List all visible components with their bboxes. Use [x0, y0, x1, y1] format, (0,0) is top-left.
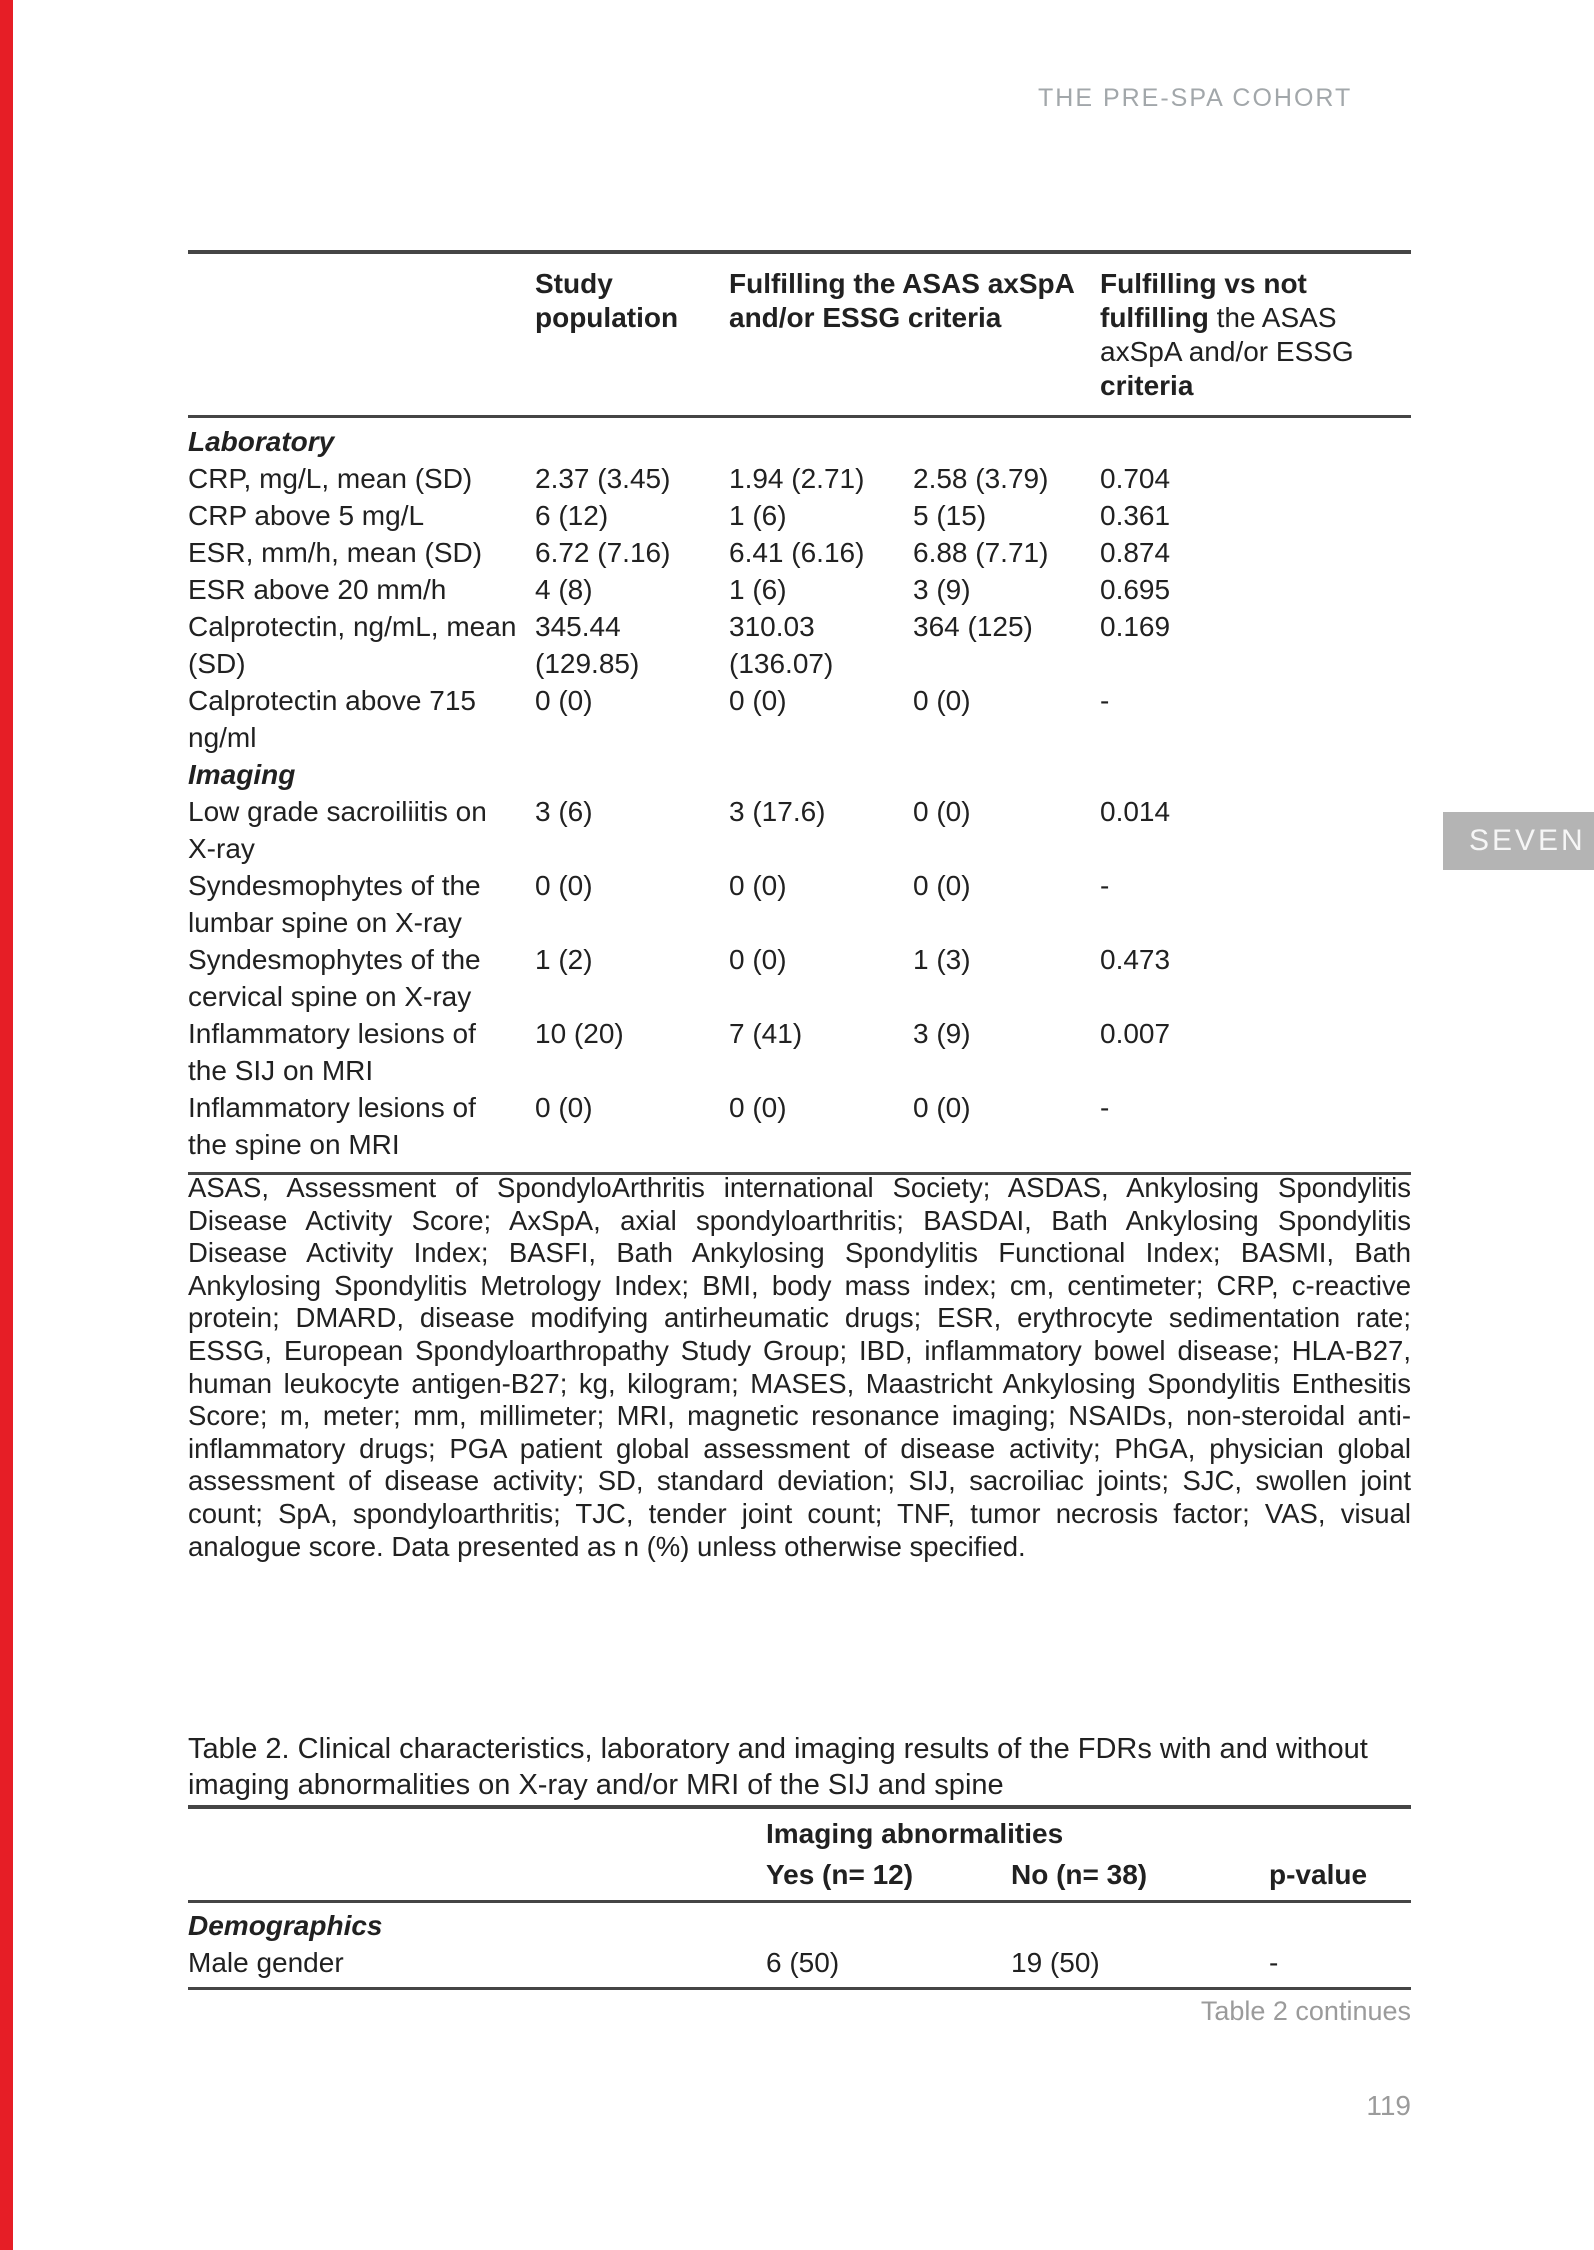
table2-caption: Table 2. Clinical characteristics, laboratory and imaging results of the FDRs with and without imaging abnormalities on X-ray and/or MRI of the SIJ and spine	[188, 1733, 1368, 1801]
cell-asas: 6.41 (6.16)	[729, 537, 865, 568]
cell-study: 10 (20)	[535, 1018, 624, 1049]
row-label: Inflammatory lesions of the SIJ on MRI	[188, 1018, 476, 1086]
table2-colhead-no: No (n= 38)	[1011, 1859, 1148, 1890]
cell-pvalue: 0.007	[1100, 1018, 1171, 1049]
cell-study: 2.37 (3.45)	[535, 463, 671, 494]
header-regular-part: the ASAS axSpA and/or ESSG	[1100, 302, 1354, 367]
row-label: Syndesmophytes of the cervical spine on X-ray	[188, 944, 481, 1012]
abbreviations-footnote: ASAS, Assessment of SpondyloArthritis international Society; ASDAS, Ankylosing Spondylitis Disease Activity Score; AxSpA, axial spondyloarthritis; BASDAI, Bath Ankylosing Spondylitis Disease Activity Index; BASFI, Bath Ankylosing Spondylitis Functional Index; BASMI, Bath Ankylosing Spondylitis Metrology Index; BMI, body mass index; cm, centimeter; CRP, c-reactive protein; DMARD, disease modifying antirheumatic drugs; ESR, erythrocyte sedimentation rate; ESSG, European Spondyloarthropathy Study Group; IBD, inflammatory bowel disease; HLA-B27, human leukocyte antigen-B27; kg, kilogram; MASES, Maastricht Ankylosing Spondylitis Enthesitis Score; m, meter; mm, millimeter; MRI, magnetic resonance imaging; NSAIDs, non-steroidal anti-inflammatory drugs; PGA patient global assessment of disease activity; PhGA, physician global assessment of disease activity; SD, standard deviation; SIJ, sacroiliac joints; SJC, swollen joint count; SpA, spondyloarthritis; TJC, tender joint count; TNF, tumor necrosis factor; VAS, visual analogue score. Data presented as n (%) unless otherwise specified.	[188, 1172, 1411, 1562]
cell-non-asas: 0 (0)	[913, 796, 971, 827]
cell-pvalue: -	[1100, 1092, 1110, 1123]
section-title-laboratory: Laboratory	[188, 426, 335, 457]
page-number: 119	[1366, 2090, 1411, 2121]
header-bold-part2: criteria	[1100, 370, 1194, 401]
row-label: Low grade sacroiliitis on X-ray	[188, 796, 487, 864]
cell-pvalue: 0.361	[1100, 500, 1171, 531]
table1	[188, 250, 1411, 1175]
table2-data-row	[188, 1944, 1411, 1987]
cell-pvalue: 0.704	[1100, 463, 1171, 494]
table2-group-header: Imaging abnormalities	[766, 1818, 1064, 1849]
cell-study: 345.44 (129.85)	[535, 611, 640, 679]
cell-non-asas: 2.58 (3.79)	[913, 463, 1049, 494]
row-label: Calprotectin above 715 ng/ml	[188, 685, 476, 753]
cell-asas: 7 (41)	[729, 1018, 803, 1049]
cell-non-asas: 6.88 (7.71)	[913, 537, 1049, 568]
table2-header-empty	[188, 1815, 766, 1852]
cell-non-asas: 0 (0)	[913, 685, 971, 716]
table1-header-row	[188, 254, 1411, 415]
cell-asas: 0 (0)	[729, 944, 787, 975]
row-label: CRP above 5 mg/L	[188, 500, 425, 531]
table2-colhead-yes: Yes (n= 12)	[766, 1859, 914, 1890]
table1-header-fulfilling: Fulfilling the ASAS axSpA and/or ESSG criteria	[729, 268, 1074, 333]
cell-asas: 0 (0)	[729, 1092, 787, 1123]
header-bold-part1: Fulfilling vs not fulfilling	[1100, 268, 1307, 333]
cell-non-asas: 364 (125)	[913, 611, 1033, 642]
cell-study: 1 (2)	[535, 944, 593, 975]
cell-study: 3 (6)	[535, 796, 593, 827]
cell-non-asas: 1 (3)	[913, 944, 971, 975]
cell-asas: 3 (17.6)	[729, 796, 826, 827]
row-label: CRP, mg/L, mean (SD)	[188, 463, 473, 494]
cell-non-asas: 5 (15)	[913, 500, 987, 531]
table1-header-fulfilling-vs-not	[1100, 267, 1411, 403]
cell-asas: 0 (0)	[729, 870, 787, 901]
table1-header-study-population: Study population	[535, 268, 679, 333]
row-label: Male gender	[188, 1947, 344, 1978]
table2-header-empty2	[1269, 1815, 1411, 1852]
cell-study: 6.72 (7.16)	[535, 537, 671, 568]
cell-study: 0 (0)	[535, 1092, 593, 1123]
cell-pvalue: -	[1100, 870, 1110, 901]
cell-pvalue: 0.874	[1100, 537, 1171, 568]
cell-study: 4 (8)	[535, 574, 593, 605]
row-label: Calprotectin, ng/mL, mean (SD)	[188, 611, 517, 679]
cell-study: 0 (0)	[535, 685, 593, 716]
section-title-imaging: Imaging	[188, 759, 296, 790]
cell-pvalue: 0.473	[1100, 944, 1171, 975]
table2-colhead-empty	[188, 1856, 766, 1893]
cell-non-asas: 0 (0)	[913, 870, 971, 901]
cell-pvalue: 0.014	[1100, 796, 1171, 827]
cell-study: 6 (12)	[535, 500, 609, 531]
cell-yes: 6 (50)	[766, 1947, 840, 1978]
page-edge-accent-bar	[0, 0, 13, 2250]
cell-non-asas: 0 (0)	[913, 1092, 971, 1123]
section-title-demographics: Demographics	[188, 1910, 383, 1941]
table2-bottom-rule	[188, 1987, 1411, 1990]
table1-body	[188, 418, 1411, 1172]
table2-section-row	[188, 1903, 1411, 1944]
row-label: ESR, mm/h, mean (SD)	[188, 537, 483, 568]
row-label: Inflammatory lesions of the spine on MRI	[188, 1092, 476, 1160]
row-label: Syndesmophytes of the lumbar spine on X-ray	[188, 870, 481, 938]
cell-pvalue: 0.169	[1100, 611, 1171, 642]
row-label: ESR above 20 mm/h	[188, 574, 447, 605]
table1-header-empty	[188, 267, 535, 403]
table2	[188, 1805, 1411, 1990]
cell-no: 19 (50)	[1011, 1947, 1100, 1978]
table-continues-note: Table 2 continues	[1200, 1996, 1411, 2026]
cell-asas: 310.03 (136.07)	[729, 611, 834, 679]
cell-pvalue: 0.695	[1100, 574, 1171, 605]
cell-asas: 1 (6)	[729, 574, 787, 605]
cell-asas: 1.94 (2.71)	[729, 463, 865, 494]
cell-non-asas: 3 (9)	[913, 574, 971, 605]
table2-colhead-pvalue: p-value	[1269, 1859, 1368, 1890]
cell-non-asas: 3 (9)	[913, 1018, 971, 1049]
cell-study: 0 (0)	[535, 870, 593, 901]
cell-asas: 1 (6)	[729, 500, 787, 531]
cell-asas: 0 (0)	[729, 685, 787, 716]
running-header: THE PRE-SPA COHORT	[1038, 84, 1353, 112]
table2-column-header-row	[188, 1856, 1411, 1900]
chapter-tab: SEVEN	[1443, 812, 1594, 870]
cell-pvalue: -	[1100, 685, 1110, 716]
cell-pvalue: -	[1269, 1947, 1279, 1978]
table2-group-header-row	[188, 1809, 1411, 1856]
